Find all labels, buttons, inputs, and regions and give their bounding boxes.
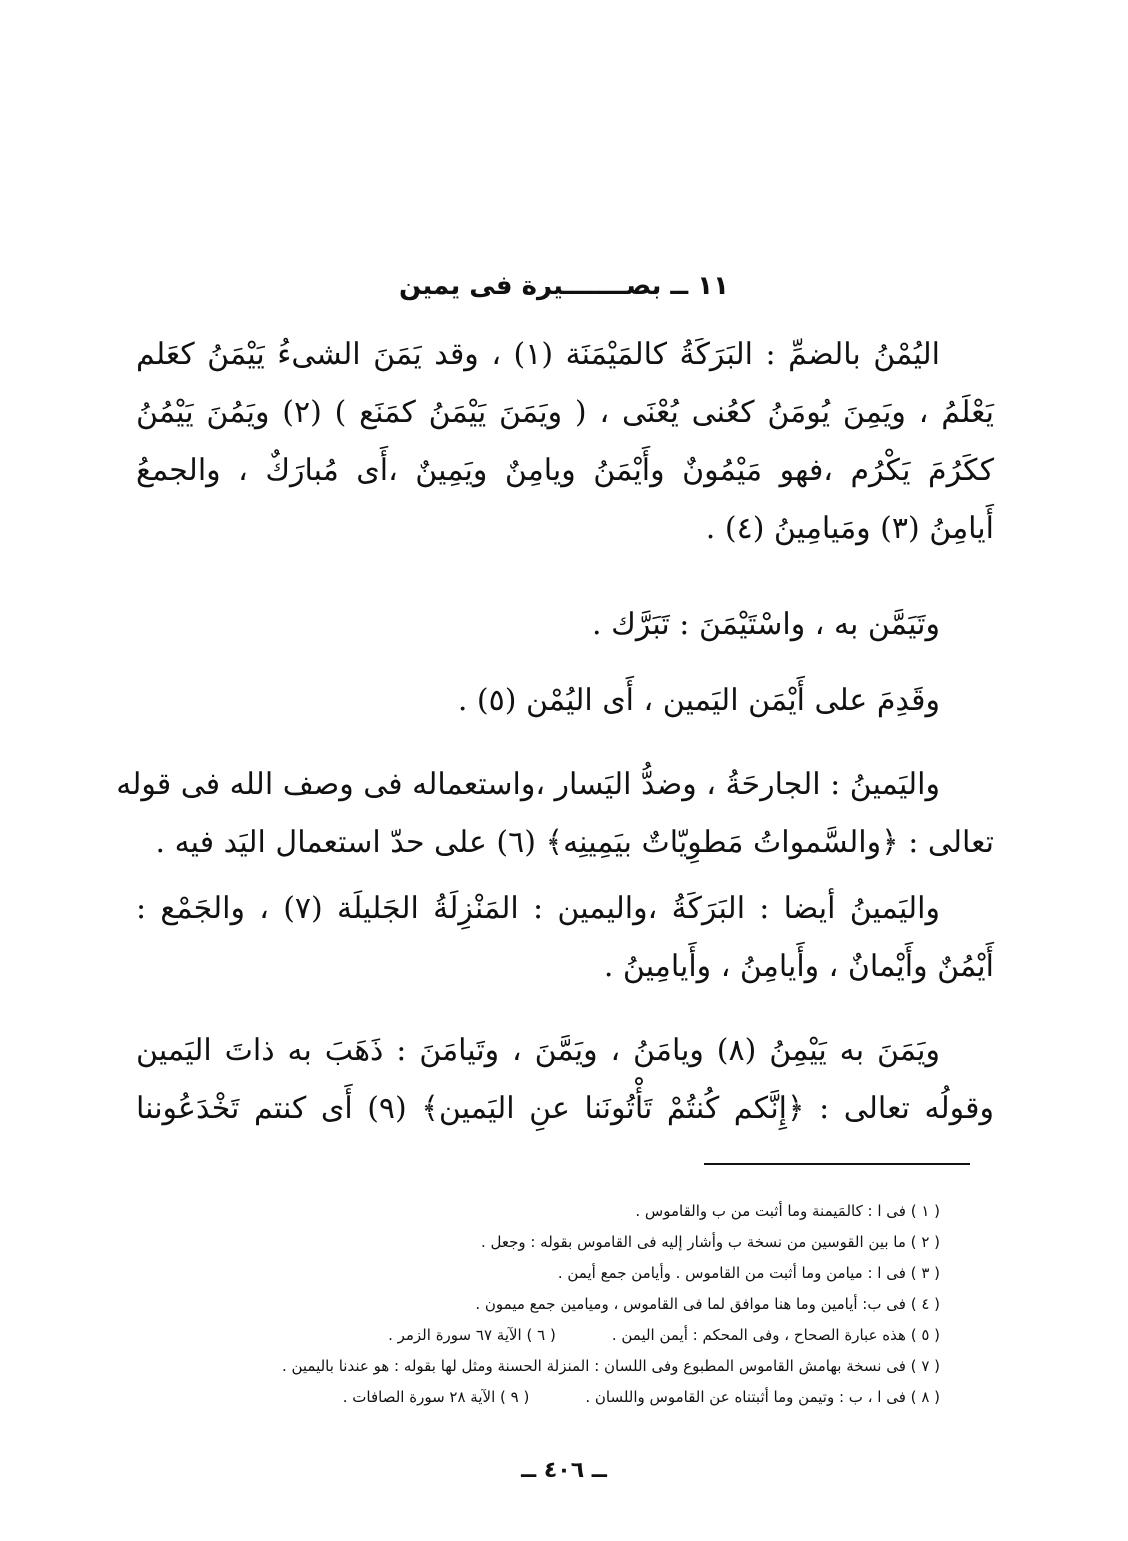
footnote-2: ( ٢ ) ما بين القوسين من نسخة ب وأشار إليه فى القاموس بقوله : وجعل .: [480, 1233, 940, 1251]
paragraph-4: [116, 756, 994, 872]
footnote-5: ( ٥ ) هذه عبارة الصحاح ، وفى المحكم : أيمن اليمن .: [611, 1326, 940, 1344]
chapter-title: ١١ ــ بصـــــــيرة فى يمين: [399, 271, 729, 301]
main-text: [136, 326, 994, 558]
paragraph-2-line-1: وتَيَمَّن به ، واسْتَيْمَنَ : تَبَرَّك .: [592, 607, 940, 642]
footnote-7: ( ٧ ) فى نسخة بهامش القاموس المطبوع وفى اللسان : المنزلة الحسنة ومثل لها بقوله : هو عندنا باليمين .: [281, 1357, 940, 1375]
paragraph-3-line-1: وقَدِمَ على أَيْمَن اليَمين ، أَى اليُمْن (٥) .: [457, 683, 940, 718]
paragraph-2: [136, 596, 994, 654]
paragraph-5-line-2: أَيْمُنٌ وأَيْمانٌ ، وأَيامِنُ ، وأَيامِينُ .: [603, 949, 994, 984]
footnote-6: ( ٦ ) الآية ٦٧ سورة الزمر .: [388, 1326, 556, 1344]
paragraph-6-line-2: وقولُه تعالى : ﴿إِنَّكم كُنتُمْ تَأْتُونَنا عنِ اليَمين﴾ (٩) أَى كنتم تَخْدَعُوننا: [136, 1091, 994, 1126]
paragraph-1-line-3: ككَرُمَ يَكْرُم ،فهو مَيْمُونٌ وأَيْمَنُ ويامِنٌ ويَمِينٌ ،أَى مُبارَكٌ ، والجمعُ: [136, 453, 994, 488]
paragraph-1-line-2: يَعْلَمُ ، ويَمِنَ يُومَنُ كعُنى يُعْنَى ، ( ويَمَنَ يَيْمَنُ كمَنَع ) (٢) ويَمُنَ يَيْمُنُ: [136, 395, 994, 430]
footnote-5-6-row: [200, 1320, 940, 1351]
footnote-8: ( ٨ ) فى ا ، ب : وتيمن وما أثبتناه عن القاموس واللسان .: [585, 1388, 940, 1406]
paragraph-4-line-1: واليَمينُ : الجارحَةُ ، وضدُّ اليَسار ،واستعماله فى وصف الله فى قوله: [116, 767, 940, 802]
paragraph-1-line-1: اليُمْنُ بالضمِّ : البَرَكَةُ كالمَيْمَنَة (١) ، وقد يَمَنَ الشىءُ يَيْمَنُ كعَلم: [136, 337, 941, 372]
paragraph-5-line-1: واليَمينُ أيضا : البَرَكَةُ ،واليمين : المَنْزِلَةُ الجَليلَة (٧) ، والجَمْع :: [136, 891, 940, 926]
page-number: ــ ٤٠٦ ــ: [521, 1458, 607, 1483]
footnote-8-9-row: [200, 1382, 940, 1413]
paragraph-6: [136, 1022, 994, 1138]
paragraph-5: [136, 880, 994, 996]
paragraph-6-line-1: ويَمَنَ به يَيْمِنُ (٨) ويامَنُ ، ويَمَّنَ ، وتَيامَنَ : ذَهَبَ به ذاتَ اليَمين: [136, 1033, 940, 1068]
paragraph-4-line-2: تعالى : ﴿والسَّمواتُ مَطوِيّاتٌ بيَمِينِه﴾ (٦) على حدّ استعمال اليَد فيه .: [155, 825, 994, 860]
paragraph-3: [136, 672, 994, 730]
footnote-4: ( ٤ ) فى ب: أيامين وما هنا موافق لما فى القاموس ، وميامين جمع ميمون .: [475, 1295, 940, 1313]
footnote-3: ( ٣ ) فى ا : ميامن وما أثبت من القاموس . وأيامن جمع أيمن .: [557, 1264, 940, 1282]
footnote-1: ( ١ ) فى ا : كالمَيمنة وما أثبت من ب والقاموس .: [635, 1202, 940, 1220]
footnotes: [200, 1196, 940, 1413]
footnote-9: ( ٩ ) الآية ٢٨ سورة الصافات .: [342, 1388, 530, 1406]
footnote-separator: [704, 1163, 970, 1165]
paragraph-1-line-4: أَيامِنُ (٣) ومَيامِينُ (٤) .: [705, 511, 994, 546]
